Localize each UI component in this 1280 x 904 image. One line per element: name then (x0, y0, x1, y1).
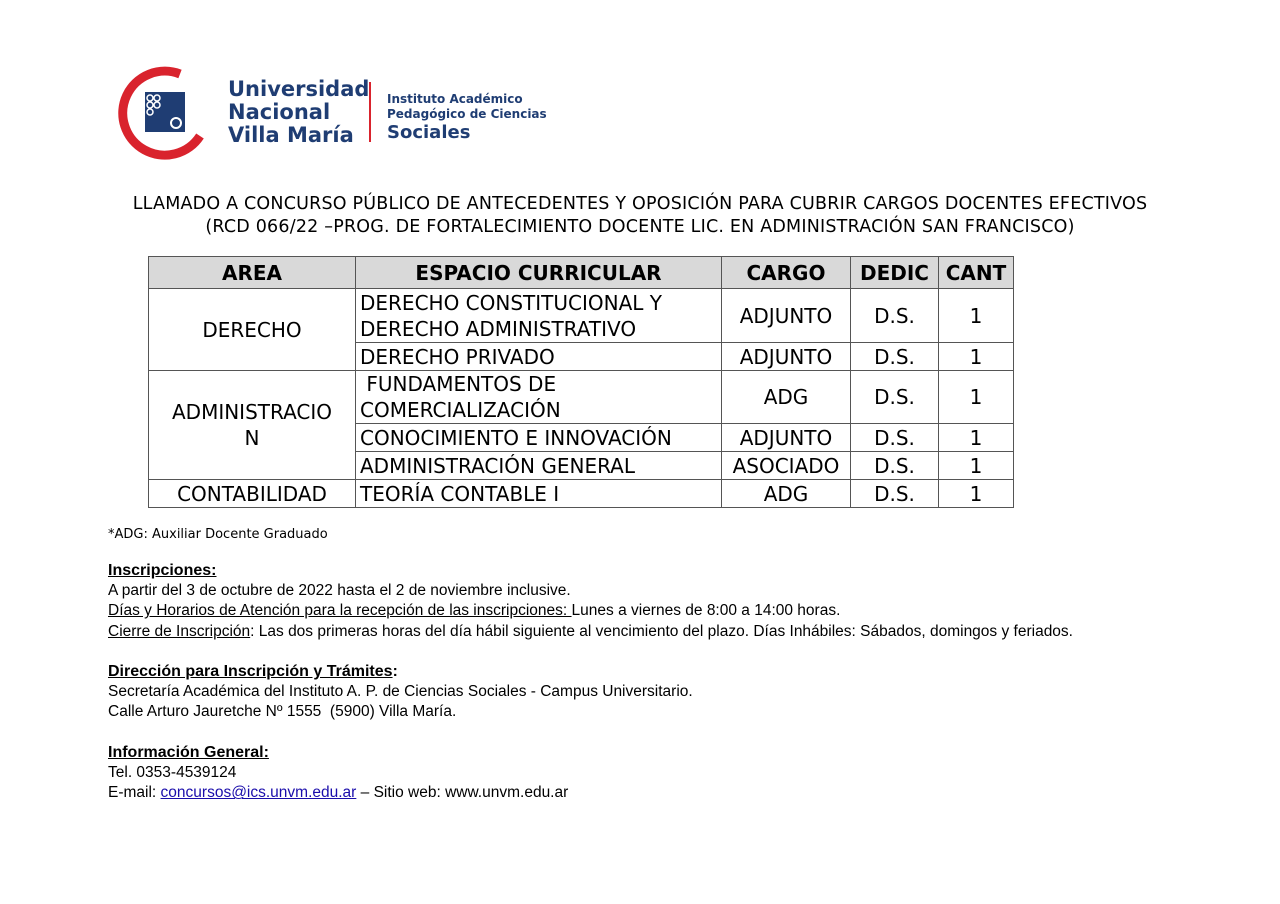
direccion-heading-line (108, 662, 693, 682)
title-line-2: (RCD 066/22 –PROG. DE FORTALECIMIENTO DOCENTE LIC. EN ADMINISTRACIÓN SAN FRANCISCO) (205, 217, 1075, 237)
header-logo (118, 66, 558, 162)
university-name-line: Universidad (228, 77, 370, 101)
inscripciones-dates: A partir del 3 de octubre de 2022 hasta el 2 de noviembre inclusive. (108, 582, 571, 600)
dedic-cell: D.S. (851, 452, 939, 480)
cierre-value: : Las dos primeras horas del día hábil siguiente al vencimiento del plazo. Días Inhábiles: Sábados, domingos y feriados. (250, 622, 1073, 640)
dedic-cell: D.S. (851, 480, 939, 508)
cant-cell: 1 (939, 424, 1014, 452)
area-cell (149, 371, 356, 480)
cargo-cell: ADG (722, 480, 851, 508)
column-header-cant: CANT (939, 257, 1014, 289)
espacio-line: FUNDAMENTOS DE (360, 372, 557, 396)
logo-divider (369, 82, 371, 142)
column-header-area: AREA (149, 257, 356, 289)
document-title (0, 193, 1280, 239)
area-line: ADMINISTRACIO (171, 400, 333, 424)
inscripciones-horarios (108, 601, 1073, 621)
adg-footnote: *ADG: Auxiliar Docente Graduado (108, 527, 328, 542)
area-line: N (244, 426, 260, 450)
direccion-heading-suffix: : (392, 663, 398, 680)
direccion-heading: Dirección para Inscripción y Trámites (108, 663, 393, 680)
cant-cell: 1 (939, 289, 1014, 343)
sitio-web: – Sitio web: www.unvm.edu.ar (356, 784, 569, 802)
horarios-label: Días y Horarios de Atención para la recepción de las inscripciones: (108, 602, 572, 620)
column-header-dedic: DEDIC (851, 257, 939, 289)
espacio-line: COMERCIALIZACIÓN (360, 398, 561, 422)
telefono: Tel. 0353-4539124 (108, 764, 237, 782)
espacio-cell (356, 289, 722, 343)
espacio-line: DERECHO ADMINISTRATIVO (360, 316, 637, 341)
horarios-value: Lunes a viernes de 8:00 a 14:00 horas. (571, 602, 841, 620)
espacio-cell: TEORÍA CONTABLE I (356, 480, 722, 508)
cant-cell: 1 (939, 343, 1014, 371)
university-name (228, 78, 369, 147)
cargo-cell: ASOCIADO (722, 452, 851, 480)
cant-cell: 1 (939, 371, 1014, 424)
area-cell: CONTABILIDAD (149, 480, 356, 508)
university-name-line: Villa María (228, 123, 354, 147)
cargo-cell: ADG (722, 371, 851, 424)
institute-name-line: Instituto Académico (387, 92, 523, 106)
cargo-cell: ADJUNTO (722, 424, 851, 452)
title-line-1: LLAMADO A CONCURSO PÚBLICO DE ANTECEDENTES Y OPOSICIÓN PARA CUBRIR CARGOS DOCENTES EFECTIVOS (132, 194, 1148, 214)
institute-name-line: Sociales (387, 122, 471, 143)
cant-cell: 1 (939, 480, 1014, 508)
cant-cell: 1 (939, 452, 1014, 480)
espacio-cell (356, 371, 722, 424)
direccion-line: Secretaría Académica del Instituto A. P. de Ciencias Sociales - Campus Universitario. (108, 683, 693, 701)
institute-name (387, 92, 547, 144)
cargo-cell: ADJUNTO (722, 343, 851, 371)
column-header-cargo: CARGO (722, 257, 851, 289)
email-link[interactable]: concursos@ics.unvm.edu.ar (160, 784, 357, 802)
dedic-cell: D.S. (851, 289, 939, 343)
column-header-espacio: ESPACIO CURRICULAR (356, 257, 722, 289)
dedic-cell: D.S. (851, 424, 939, 452)
area-cell: DERECHO (149, 289, 356, 371)
informacion-section (108, 743, 568, 804)
positions-table (148, 256, 1014, 508)
dedic-cell: D.S. (851, 371, 939, 424)
espacio-cell: CONOCIMIENTO E INNOVACIÓN (356, 424, 722, 452)
university-name-line: Nacional (228, 100, 331, 124)
email-label: E-mail: (108, 784, 161, 802)
inscripciones-heading: Inscripciones: (108, 562, 217, 579)
cargo-cell: ADJUNTO (722, 289, 851, 343)
espacio-line: DERECHO CONSTITUCIONAL Y (360, 290, 662, 315)
table-header-row (149, 257, 1014, 289)
table-row (149, 480, 1014, 508)
contacto-line (108, 783, 568, 803)
dedic-cell: D.S. (851, 343, 939, 371)
table-row (149, 289, 1014, 343)
direccion-line: Calle Arturo Jauretche Nº 1555 (5900) Villa María. (108, 703, 457, 721)
informacion-heading: Información General: (108, 744, 269, 761)
espacio-cell: ADMINISTRACIÓN GENERAL (356, 452, 722, 480)
cierre-label: Cierre de Inscripción (108, 622, 251, 640)
inscripciones-section (108, 561, 1073, 642)
inscripciones-cierre (108, 622, 1073, 642)
espacio-cell: DERECHO PRIVADO (356, 343, 722, 371)
university-seal-icon (118, 66, 218, 162)
institute-name-line: Pedagógico de Ciencias (387, 107, 547, 121)
direccion-section (108, 662, 693, 723)
table-row (149, 371, 1014, 424)
